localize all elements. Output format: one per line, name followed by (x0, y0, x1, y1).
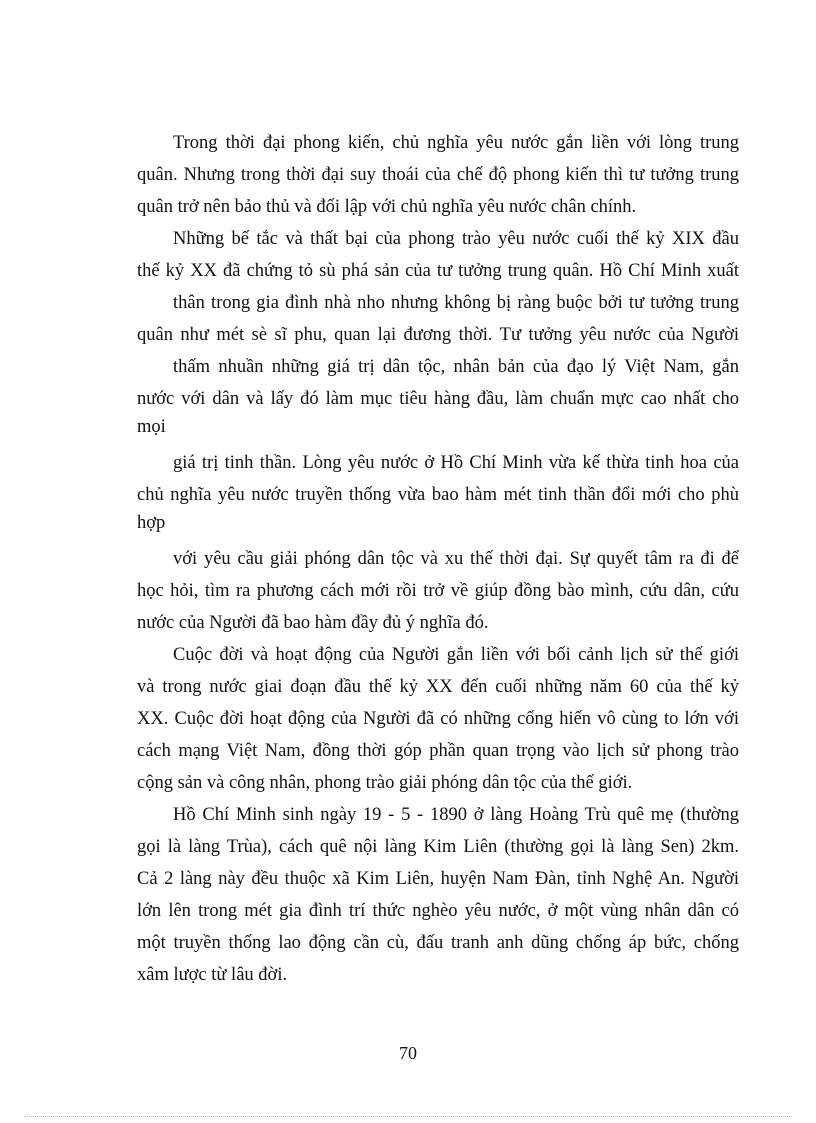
text-line: với yêu cầu giải phóng dân tộc và xu thế thời đại. Sự quyết tâm ra đi để (173, 549, 739, 569)
text-line: một truyền thống lao động cần cù, đấu tranh anh dũng chống áp bức, chống (137, 933, 739, 953)
text-line: hợp (137, 513, 166, 533)
text-line: mọi (137, 417, 166, 437)
text-line: XX. Cuộc đời hoạt động của Người đã có những cống hiến vô cùng to lớn với (137, 709, 739, 729)
text-line: thấm nhuần những giá trị dân tộc, nhân bản của đạo lý Việt Nam, gắn (173, 357, 739, 377)
text-line: nước của Người đã bao hàm đầy đủ ý nghĩa đó. (137, 613, 489, 633)
text-line: quân trở nên bảo thủ và đối lập với chủ nghĩa yêu nước chân chính. (137, 197, 637, 217)
text-line: thế kỷ XX đã chứng tỏ sù phá sản của tư tưởng trung quân. Hồ Chí Minh xuất (137, 261, 739, 281)
text-line: thân trong gia đình nhà nho nhưng không bị ràng buộc bởi tư tưởng trung (173, 293, 739, 313)
text-line: gọi là làng Trùa), cách quê nội làng Kim Liên (thường gọi là làng Sen) 2km. (137, 837, 739, 857)
text-line: cách mạng Việt Nam, đồng thời góp phần quan trọng vào lịch sử phong trào (137, 741, 739, 761)
text-line: Những bế tắc và thất bại của phong trào yêu nước cuối thế kỷ XIX đầu (173, 229, 739, 249)
text-line: lớn lên trong mét gia đình trí thức nghèo yêu nước, ở một vùng nhân dân có (137, 901, 739, 921)
text-line: quân như mét sè sĩ phu, quan lại đương thời. Tư tưởng yêu nước của Người (137, 325, 739, 345)
page-number: 70 (399, 1043, 417, 1063)
text-line: chủ nghĩa yêu nước truyền thống vừa bao hàm mét tinh thần đổi mới cho phù (137, 485, 739, 505)
text-line: Hồ Chí Minh sinh ngày 19 - 5 - 1890 ở làng Hoàng Trù quê mẹ (thường (173, 805, 739, 825)
text-line: Cả 2 làng này đều thuộc xã Kim Liên, huyện Nam Đàn, tỉnh Nghệ An. Người (137, 869, 739, 889)
text-line: và trong nước giai đoạn đầu thế kỷ XX đến cuối những năm 60 của thế kỷ (137, 677, 739, 697)
text-line: xâm lược từ lâu đời. (137, 965, 288, 985)
page-bottom-divider (24, 1116, 792, 1117)
text-line: cộng sản và công nhân, phong trào giải phóng dân tộc của thế giới. (137, 773, 633, 793)
text-line: nước với dân và lấy đó làm mục tiêu hàng đầu, làm chuẩn mực cao nhất cho (137, 389, 739, 409)
text-line: quân. Nhưng trong thời đại suy thoái của chế độ phong kiến thì tư tưởng trung (137, 165, 739, 185)
text-line: học hỏi, tìm ra phương cách mới rồi trở về giúp đồng bào mình, cứu dân, cứu (137, 581, 739, 601)
text-line: giá trị tinh thần. Lòng yêu nước ở Hồ Chí Minh vừa kế thừa tinh hoa của (173, 453, 739, 473)
text-line: Trong thời đại phong kiến, chủ nghĩa yêu nước gắn liền với lòng trung (173, 133, 739, 153)
text-line: Cuộc đời và hoạt động của Người gắn liền với bối cảnh lịch sử thế giới (173, 645, 739, 665)
